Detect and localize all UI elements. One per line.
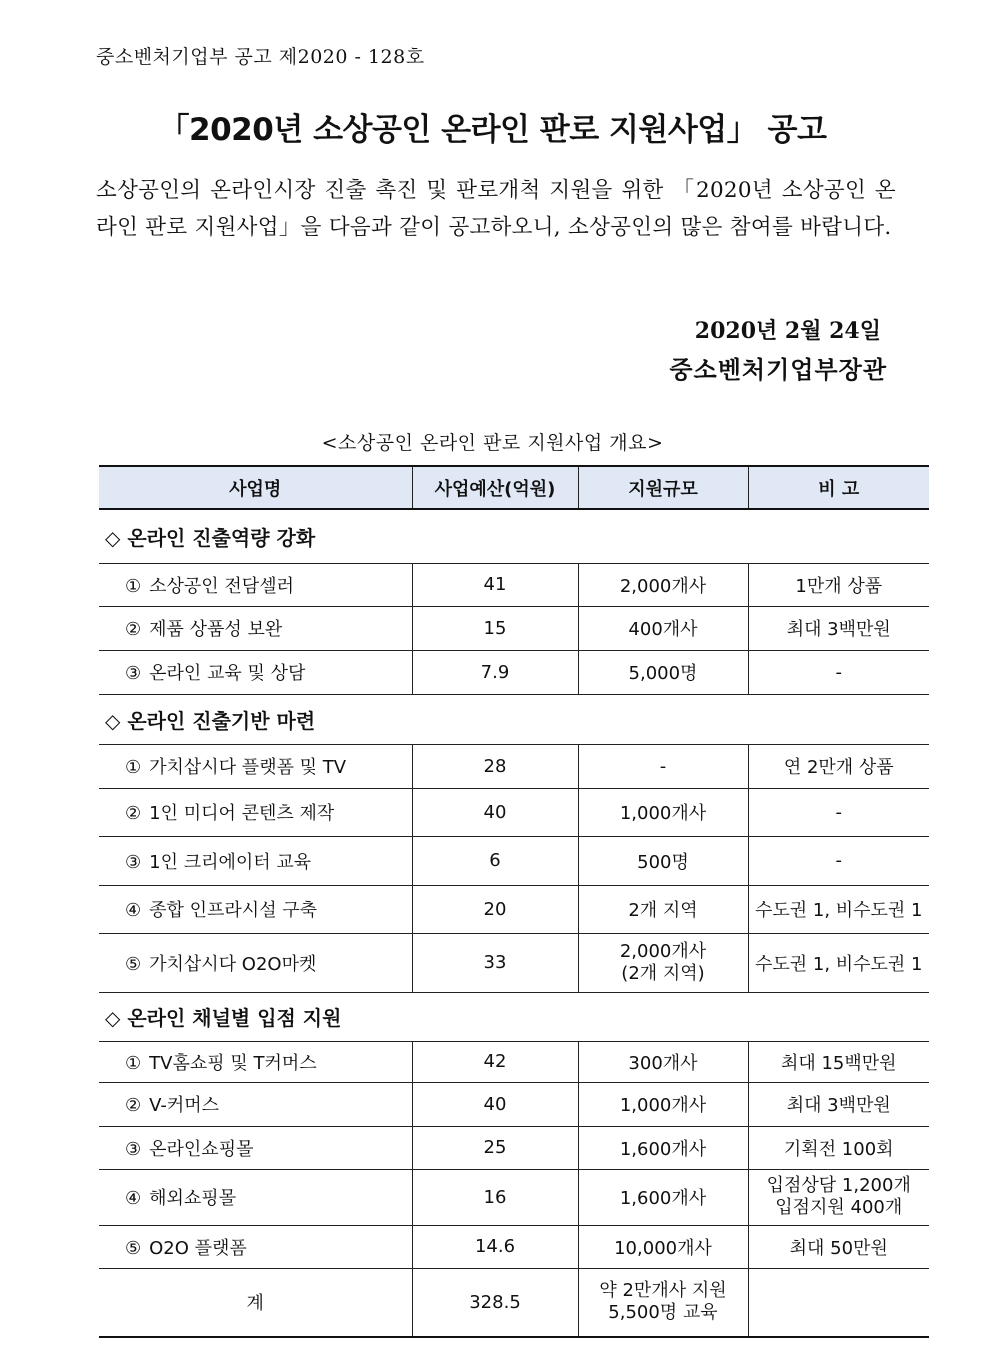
overview-table <box>99 465 929 1338</box>
total-scale <box>578 1268 748 1337</box>
scale-line-2: (2개 지역) <box>621 962 705 984</box>
project-name-cell <box>99 563 412 606</box>
project-name-cell <box>99 836 412 885</box>
table-row <box>99 1126 929 1169</box>
scale-cell: 500명 <box>578 836 748 885</box>
header-note: 비 고 <box>748 466 929 509</box>
section-title: ◇ 온라인 진출기반 마련 <box>99 694 929 744</box>
scale-cell: 1,000개사 <box>578 1082 748 1126</box>
intro-paragraph: 소상공인의 온라인시장 진출 촉진 및 판로개척 지원을 위한 「2020년 소상공인 온라인 판로 지원사업」을 다음과 같이 공고하오니, 소상공인의 많은 참여를 바랍니다. <box>96 178 896 240</box>
note-cell: 1만개 상품 <box>748 563 929 606</box>
project-name: 온라인쇼핑몰 <box>149 1138 254 1160</box>
table-row <box>99 650 929 694</box>
note-line-1: 입점상담 1,200개 <box>766 1175 911 1196</box>
item-number: ④ <box>125 1188 142 1209</box>
project-name: 온라인 교육 및 상담 <box>149 663 306 684</box>
note-cell: 연 2만개 상품 <box>748 744 929 788</box>
project-name: 1인 미디어 콘텐츠 제작 <box>149 803 335 824</box>
project-name-cell <box>99 1225 412 1268</box>
item-number: ① <box>125 757 142 778</box>
project-name: 종합 인프라시설 구축 <box>149 900 318 921</box>
project-name: 소상공인 전담셀러 <box>149 575 294 597</box>
project-name-cell <box>99 606 412 650</box>
note-cell: 수도권 1, 비수도권 1 <box>748 885 929 933</box>
notice-date: 2020년 2월 24일 <box>694 318 881 344</box>
project-name: TV홈쇼핑 및 T커머스 <box>149 1052 317 1074</box>
project-name-cell <box>99 933 412 992</box>
budget-cell: 42 <box>412 1041 578 1082</box>
scale-cell: 1,000개사 <box>578 788 748 836</box>
header-budget: 사업예산(억원) <box>412 466 578 509</box>
table-row <box>99 1082 929 1126</box>
budget-cell: 20 <box>412 885 578 933</box>
note-cell: - <box>748 788 929 836</box>
budget-cell: 7.9 <box>412 650 578 694</box>
item-number: ② <box>125 1095 142 1116</box>
item-number: ① <box>125 1052 142 1074</box>
table-row <box>99 836 929 885</box>
scale-cell: 1,600개사 <box>578 1169 748 1225</box>
note-cell <box>748 1169 929 1225</box>
note-cell: - <box>748 836 929 885</box>
table-header-row <box>99 466 929 509</box>
project-name-cell <box>99 744 412 788</box>
note-cell: 최대 50만원 <box>748 1225 929 1268</box>
project-name-cell <box>99 1082 412 1126</box>
item-number: ① <box>125 575 142 597</box>
project-name: O2O 플랫폼 <box>149 1237 247 1259</box>
scale-cell: 2개 지역 <box>578 885 748 933</box>
total-row <box>99 1268 929 1337</box>
project-name: V-커머스 <box>149 1095 220 1116</box>
section-title: ◇ 온라인 채널별 입점 지원 <box>99 992 929 1041</box>
item-number: ② <box>125 803 142 824</box>
item-number: ⑤ <box>125 1237 142 1259</box>
section-title: ◇ 온라인 진출역량 강화 <box>99 509 929 563</box>
project-name: 가치삽시다 플랫폼 및 TV <box>149 757 347 778</box>
budget-cell: 33 <box>412 933 578 992</box>
budget-cell: 16 <box>412 1169 578 1225</box>
scale-cell: 300개사 <box>578 1041 748 1082</box>
table-row <box>99 1041 929 1082</box>
notice-number: 중소벤처기업부 공고 제2020 - 128호 <box>96 46 425 68</box>
table-row <box>99 563 929 606</box>
scale-cell: 5,000명 <box>578 650 748 694</box>
table-row <box>99 933 929 992</box>
scale-cell: - <box>578 744 748 788</box>
total-label: 계 <box>99 1268 412 1337</box>
table-row <box>99 606 929 650</box>
scale-cell <box>578 933 748 992</box>
budget-cell: 6 <box>412 836 578 885</box>
note-cell: 최대 3백만원 <box>748 1082 929 1126</box>
budget-cell: 14.6 <box>412 1225 578 1268</box>
budget-cell: 25 <box>412 1126 578 1169</box>
section-row <box>99 509 929 563</box>
scale-cell: 400개사 <box>578 606 748 650</box>
table-row <box>99 1169 929 1225</box>
project-name: 1인 크리에이터 교육 <box>149 851 312 873</box>
total-note <box>748 1268 929 1337</box>
page-title: 「2020년 소상공인 온라인 판로 지원사업」 공고 <box>158 112 827 148</box>
total-scale-line-1: 약 2만개사 지원 <box>599 1280 727 1302</box>
table-row <box>99 744 929 788</box>
scale-cell: 1,600개사 <box>578 1126 748 1169</box>
budget-cell: 40 <box>412 788 578 836</box>
item-number: ⑤ <box>125 953 142 975</box>
total-budget: 328.5 <box>412 1268 578 1337</box>
note-cell: 최대 15백만원 <box>748 1041 929 1082</box>
total-scale-line-2: 5,500명 교육 <box>608 1302 718 1324</box>
section-row <box>99 694 929 744</box>
note-cell: - <box>748 650 929 694</box>
table-caption: <소상공인 온라인 판로 지원사업 개요> <box>321 432 664 454</box>
note-cell: 기획전 100회 <box>748 1126 929 1169</box>
issuer-name: 중소벤처기업부장관 <box>669 355 887 384</box>
project-name: 가치삽시다 O2O마켓 <box>149 953 317 975</box>
item-number: ③ <box>125 663 142 684</box>
header-scale: 지원규모 <box>578 466 748 509</box>
project-name-cell <box>99 1126 412 1169</box>
section-row <box>99 992 929 1041</box>
scale-cell: 10,000개사 <box>578 1225 748 1268</box>
note-cell: 최대 3백만원 <box>748 606 929 650</box>
item-number: ② <box>125 619 142 640</box>
budget-cell: 40 <box>412 1082 578 1126</box>
budget-cell: 41 <box>412 563 578 606</box>
scale-line-1: 2,000개사 <box>619 940 707 962</box>
project-name-cell <box>99 1041 412 1082</box>
scale-cell: 2,000개사 <box>578 563 748 606</box>
project-name-cell <box>99 885 412 933</box>
item-number: ③ <box>125 1138 142 1160</box>
project-name: 해외쇼핑몰 <box>149 1188 237 1209</box>
table-row <box>99 788 929 836</box>
note-line-2: 입점지원 400개 <box>775 1197 903 1218</box>
project-name-cell <box>99 650 412 694</box>
project-name-cell <box>99 1169 412 1225</box>
project-name: 제품 상품성 보완 <box>149 619 283 640</box>
item-number: ④ <box>125 900 142 921</box>
table-row <box>99 885 929 933</box>
budget-cell: 15 <box>412 606 578 650</box>
project-name-cell <box>99 788 412 836</box>
header-project-name: 사업명 <box>99 466 412 509</box>
note-cell: 수도권 1, 비수도권 1 <box>748 933 929 992</box>
budget-cell: 28 <box>412 744 578 788</box>
table-row <box>99 1225 929 1268</box>
item-number: ③ <box>125 851 142 873</box>
